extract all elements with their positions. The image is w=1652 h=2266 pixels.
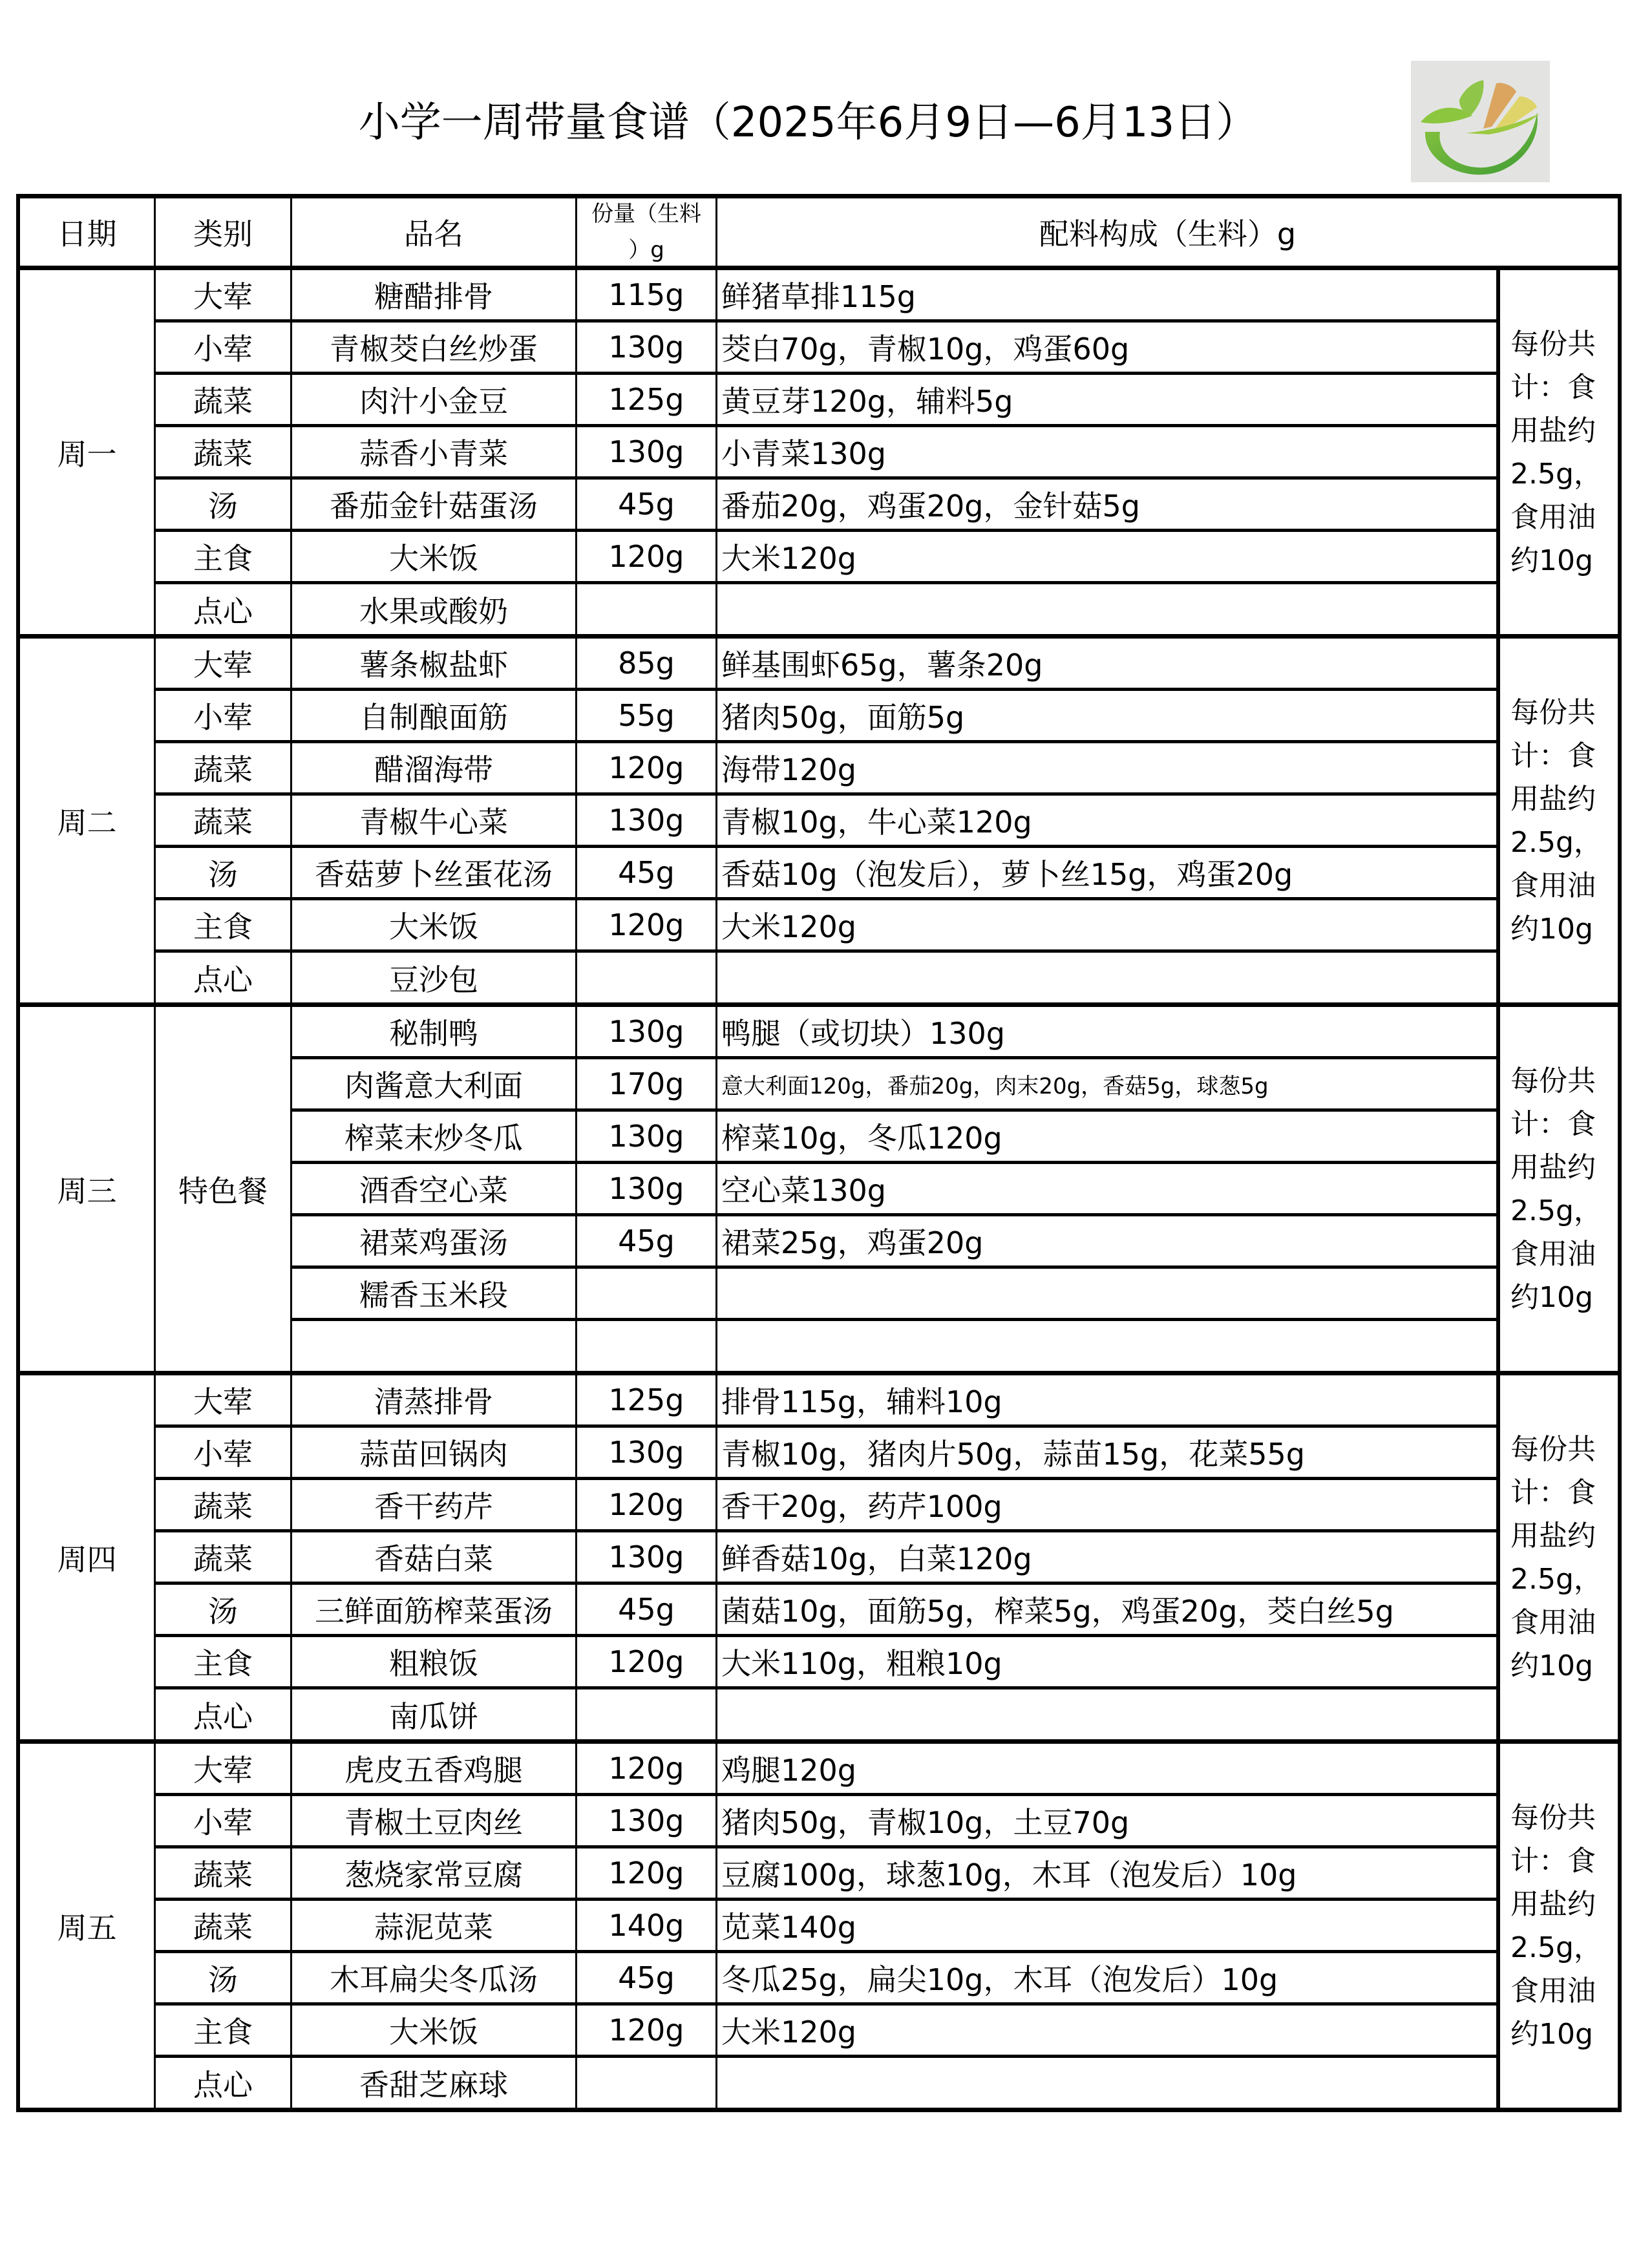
quantity-cell: 120g bbox=[577, 2006, 717, 2055]
dish-name-cell bbox=[292, 1321, 577, 1371]
quantity-cell bbox=[577, 584, 717, 634]
category-cell: 蔬菜 bbox=[156, 1901, 292, 1950]
category-cell: 小荤 bbox=[156, 1428, 292, 1477]
dish-name-cell: 糖醋排骨 bbox=[292, 270, 577, 319]
dish-name-cell: 水果或酸奶 bbox=[292, 584, 577, 634]
table-row bbox=[156, 1164, 1500, 1216]
dish-name-cell: 木耳扁尖冬瓜汤 bbox=[292, 1953, 577, 2002]
ingredients-cell: 大米120g bbox=[721, 541, 856, 576]
day-rows bbox=[156, 1375, 1500, 1739]
ingredients-cell: 苋菜140g bbox=[721, 1910, 856, 1945]
header-quantity bbox=[577, 198, 717, 266]
category-cell: 点心 bbox=[156, 953, 292, 1002]
dish-name-cell: 肉酱意大利面 bbox=[292, 1059, 577, 1108]
category-cell: 小荤 bbox=[156, 1796, 292, 1845]
dish-name-cell: 醋溜海带 bbox=[292, 743, 577, 792]
dish-name-cell: 蒜泥苋菜 bbox=[292, 1901, 577, 1950]
ingredients-cell: 菌菇10g，面筋5g，榨菜5g，鸡蛋20g，茭白丝5g bbox=[721, 1594, 1394, 1629]
category-cell: 大荤 bbox=[156, 270, 292, 319]
quantity-cell: 45g bbox=[577, 1216, 717, 1265]
ingredients-cell: 青椒10g，牛心菜120g bbox=[721, 805, 1032, 840]
dish-name-cell: 青椒土豆肉丝 bbox=[292, 1796, 577, 1845]
day-block bbox=[16, 1744, 1622, 2112]
dish-name-cell: 粗粮饭 bbox=[292, 1637, 577, 1686]
dish-name-cell: 秘制鸭 bbox=[292, 1007, 577, 1056]
table-row bbox=[156, 1901, 1500, 1953]
category-cell: 主食 bbox=[156, 532, 292, 581]
quantity-cell: 45g bbox=[577, 1953, 717, 2002]
ingredients-cell bbox=[717, 1689, 1496, 1739]
daily-totals-remark bbox=[1496, 1744, 1618, 2108]
table-row bbox=[156, 1428, 1500, 1480]
category-cell: 汤 bbox=[156, 1953, 292, 2002]
remark-text: 每份共计：食用盐约2.5g，食用油约10g bbox=[1510, 695, 1602, 946]
dish-name-cell: 虎皮五香鸡腿 bbox=[292, 1744, 577, 1793]
table-row bbox=[156, 270, 1500, 323]
header-dish: 品名 bbox=[292, 198, 577, 266]
dish-name-cell: 清蒸排骨 bbox=[292, 1375, 577, 1424]
day-block bbox=[16, 639, 1622, 1007]
dish-name-cell: 蒜苗回锅肉 bbox=[292, 1428, 577, 1477]
category-merged-cell: 特色餐 bbox=[156, 1007, 292, 1371]
table-row bbox=[156, 1689, 1500, 1739]
category-cell: 主食 bbox=[156, 1637, 292, 1686]
day-block bbox=[16, 270, 1622, 639]
category-cell: 点心 bbox=[156, 584, 292, 634]
category-cell: 蔬菜 bbox=[156, 1532, 292, 1582]
dish-name-cell: 香甜芝麻球 bbox=[292, 2058, 577, 2108]
ingredients-cell: 榨菜10g，冬瓜120g bbox=[721, 1121, 1002, 1156]
header-quantity-line1: 份量（生料 bbox=[591, 201, 701, 227]
quantity-cell: 120g bbox=[577, 1744, 717, 1793]
remark-text: 每份共计：食用盐约2.5g，食用油约10g bbox=[1510, 1432, 1602, 1682]
quantity-cell: 120g bbox=[577, 1637, 717, 1686]
table-row bbox=[156, 375, 1500, 427]
quantity-cell: 45g bbox=[577, 480, 717, 529]
quantity-cell: 120g bbox=[577, 1480, 717, 1529]
table-row bbox=[156, 1321, 1500, 1371]
quantity-cell: 45g bbox=[577, 1585, 717, 1634]
table-row bbox=[156, 953, 1500, 1002]
category-cell: 汤 bbox=[156, 848, 292, 897]
ingredients-cell: 香干20g，药芹100g bbox=[721, 1489, 1002, 1524]
category-cell: 汤 bbox=[156, 480, 292, 529]
category-cell: 小荤 bbox=[156, 691, 292, 740]
ingredients-cell: 鲜基围虾65g，薯条20g bbox=[721, 648, 1043, 683]
table-row bbox=[156, 639, 1500, 691]
table-row bbox=[156, 480, 1500, 532]
page-title: 小学一周带量食谱（2025年6月9日—6月13日） bbox=[358, 99, 1258, 147]
table-row bbox=[156, 691, 1500, 743]
quantity-cell: 55g bbox=[577, 691, 717, 740]
dish-name-cell: 肉汁小金豆 bbox=[292, 375, 577, 424]
quantity-cell bbox=[577, 1321, 717, 1371]
day-rows bbox=[156, 1744, 1500, 2108]
ingredients-cell bbox=[717, 953, 1496, 1002]
day-label: 周二 bbox=[20, 639, 156, 1002]
quantity-cell bbox=[577, 1269, 717, 1318]
ingredients-cell: 香菇10g（泡发后），萝卜丝15g，鸡蛋20g bbox=[721, 857, 1293, 892]
category-cell: 主食 bbox=[156, 900, 292, 949]
table-row bbox=[156, 2058, 1500, 2108]
quantity-cell: 170g bbox=[577, 1059, 717, 1108]
leaf-bowl-logo-icon bbox=[1411, 61, 1550, 182]
table-row bbox=[156, 1532, 1500, 1585]
day-rows bbox=[156, 1007, 1500, 1371]
ingredients-cell: 鸭腿（或切块）130g bbox=[721, 1016, 1005, 1051]
dish-name-cell: 蒜香小青菜 bbox=[292, 427, 577, 476]
table-row bbox=[156, 532, 1500, 584]
table-row bbox=[156, 323, 1500, 375]
ingredients-cell bbox=[717, 584, 1496, 634]
table-row bbox=[156, 584, 1500, 634]
quantity-cell: 130g bbox=[577, 323, 717, 372]
table-row bbox=[156, 2006, 1500, 2058]
category-cell: 汤 bbox=[156, 1585, 292, 1634]
ingredients-cell: 小青菜130g bbox=[721, 436, 886, 471]
remark-text: 每份共计：食用盐约2.5g，食用油约10g bbox=[1510, 1801, 1602, 2051]
quantity-cell: 130g bbox=[577, 1428, 717, 1477]
dish-name-cell: 酒香空心菜 bbox=[292, 1164, 577, 1213]
ingredients-cell: 鲜猪草排115g bbox=[721, 279, 916, 314]
dish-name-cell: 薯条椒盐虾 bbox=[292, 639, 577, 688]
dish-name-cell: 香干药芹 bbox=[292, 1480, 577, 1529]
table-row bbox=[156, 1112, 1500, 1164]
dish-name-cell: 大米饭 bbox=[292, 532, 577, 581]
category-cell: 小荤 bbox=[156, 323, 292, 372]
day-rows bbox=[156, 639, 1500, 1002]
remark-text: 每份共计：食用盐约2.5g，食用油约10g bbox=[1510, 327, 1602, 577]
quantity-cell: 130g bbox=[577, 1112, 717, 1161]
ingredients-cell: 空心菜130g bbox=[721, 1173, 886, 1208]
table-row bbox=[156, 848, 1500, 900]
quantity-cell: 130g bbox=[577, 1532, 717, 1582]
day-block bbox=[16, 1007, 1622, 1375]
ingredients-cell: 猪肉50g，面筋5g bbox=[721, 700, 965, 735]
quantity-cell: 125g bbox=[577, 375, 717, 424]
category-cell: 大荤 bbox=[156, 1744, 292, 1793]
header-ingredients: 配料构成（生料）g bbox=[1039, 217, 1297, 251]
table-row bbox=[156, 1585, 1500, 1637]
dish-name-cell: 香菇萝卜丝蛋花汤 bbox=[292, 848, 577, 897]
quantity-cell: 115g bbox=[577, 270, 717, 319]
day-rows bbox=[156, 270, 1500, 634]
table-row bbox=[156, 1953, 1500, 2006]
day-label: 周一 bbox=[20, 270, 156, 634]
ingredients-cell: 冬瓜25g，扁尖10g，木耳（泡发后）10g bbox=[721, 1962, 1278, 1997]
header-quantity-line2: ）g bbox=[628, 237, 664, 263]
quantity-cell: 125g bbox=[577, 1375, 717, 1424]
header-date: 日期 bbox=[20, 198, 156, 266]
quantity-cell: 45g bbox=[577, 848, 717, 897]
category-cell: 蔬菜 bbox=[156, 427, 292, 476]
table-row bbox=[156, 1637, 1500, 1689]
ingredients-cell: 猪肉50g，青椒10g，土豆70g bbox=[721, 1805, 1130, 1840]
quantity-cell: 120g bbox=[577, 743, 717, 792]
dish-name-cell: 豆沙包 bbox=[292, 953, 577, 1002]
day-label: 周四 bbox=[20, 1375, 156, 1739]
table-row bbox=[156, 796, 1500, 848]
remark-text: 每份共计：食用盐约2.5g，食用油约10g bbox=[1510, 1064, 1602, 1314]
category-cell: 主食 bbox=[156, 2006, 292, 2055]
table-row bbox=[156, 1216, 1500, 1269]
category-cell: 蔬菜 bbox=[156, 796, 292, 845]
quantity-cell: 130g bbox=[577, 1796, 717, 1845]
quantity-cell: 120g bbox=[577, 532, 717, 581]
category-cell: 蔬菜 bbox=[156, 1480, 292, 1529]
category-cell: 点心 bbox=[156, 1689, 292, 1739]
ingredients-cell: 大米120g bbox=[721, 2015, 856, 2049]
quantity-cell: 120g bbox=[577, 900, 717, 949]
quantity-cell: 130g bbox=[577, 1007, 717, 1056]
quantity-cell bbox=[577, 2058, 717, 2108]
ingredients-cell: 黄豆芽120g，辅料5g bbox=[721, 384, 1013, 419]
quantity-cell: 140g bbox=[577, 1901, 717, 1950]
table-row bbox=[156, 1796, 1500, 1848]
dish-name-cell: 大米饭 bbox=[292, 2006, 577, 2055]
quantity-cell: 120g bbox=[577, 1848, 717, 1898]
daily-totals-remark bbox=[1496, 1375, 1618, 1739]
ingredients-cell: 裙菜25g，鸡蛋20g bbox=[721, 1225, 984, 1260]
table-header bbox=[16, 194, 1622, 270]
quantity-cell: 130g bbox=[577, 796, 717, 845]
dish-name-cell: 南瓜饼 bbox=[292, 1689, 577, 1739]
table-row bbox=[156, 1848, 1500, 1901]
dish-name-cell: 三鲜面筋榨菜蛋汤 bbox=[292, 1585, 577, 1634]
dish-name-cell: 自制酿面筋 bbox=[292, 691, 577, 740]
quantity-cell: 85g bbox=[577, 639, 717, 688]
dish-name-cell: 青椒牛心菜 bbox=[292, 796, 577, 845]
category-cell: 点心 bbox=[156, 2058, 292, 2108]
ingredients-cell bbox=[717, 2058, 1496, 2108]
ingredients-cell: 鸡腿120g bbox=[721, 1753, 856, 1788]
table-row bbox=[156, 1007, 1500, 1059]
table-row bbox=[156, 1059, 1500, 1112]
ingredients-cell: 大米120g bbox=[721, 909, 856, 944]
ingredients-cell bbox=[717, 1269, 1496, 1318]
daily-totals-remark bbox=[1496, 1007, 1618, 1371]
quantity-cell: 130g bbox=[577, 427, 717, 476]
dish-name-cell: 香菇白菜 bbox=[292, 1532, 577, 1582]
day-label: 周五 bbox=[20, 1744, 156, 2108]
dish-name-cell: 大米饭 bbox=[292, 900, 577, 949]
quantity-cell bbox=[577, 1689, 717, 1739]
dish-name-cell: 葱烧家常豆腐 bbox=[292, 1848, 577, 1898]
table-row bbox=[156, 427, 1500, 480]
daily-totals-remark bbox=[1496, 639, 1618, 1002]
ingredients-cell: 大米110g，粗粮10g bbox=[721, 1646, 1002, 1681]
day-block bbox=[16, 1375, 1622, 1744]
table-row bbox=[156, 1375, 1500, 1428]
ingredients-cell: 青椒10g，猪肉片50g，蒜苗15g，花菜55g bbox=[721, 1437, 1305, 1472]
dish-name-cell: 番茄金针菇蛋汤 bbox=[292, 480, 577, 529]
table-row bbox=[156, 743, 1500, 796]
ingredients-cell: 意大利面120g，番茄20g，肉末20g，香菇5g，球葱5g bbox=[721, 1073, 1269, 1099]
ingredients-cell: 番茄20g，鸡蛋20g，金针菇5g bbox=[721, 489, 1140, 524]
header-category: 类别 bbox=[156, 198, 292, 266]
dish-name-cell: 糯香玉米段 bbox=[292, 1269, 577, 1318]
ingredients-cell: 排骨115g，辅料10g bbox=[721, 1384, 1002, 1419]
dish-name-cell: 裙菜鸡蛋汤 bbox=[292, 1216, 577, 1265]
ingredients-cell bbox=[717, 1321, 1496, 1371]
ingredients-cell: 海带120g bbox=[721, 752, 856, 787]
table-row bbox=[156, 1744, 1500, 1796]
daily-totals-remark bbox=[1496, 270, 1618, 634]
table-row bbox=[156, 1480, 1500, 1532]
table-row bbox=[156, 1269, 1500, 1321]
category-cell: 大荤 bbox=[156, 639, 292, 688]
day-label: 周三 bbox=[20, 1007, 156, 1371]
ingredients-cell: 豆腐100g，球葱10g，木耳（泡发后）10g bbox=[721, 1858, 1297, 1892]
menu-table bbox=[16, 194, 1622, 2112]
dish-name-cell: 榨菜末炒冬瓜 bbox=[292, 1112, 577, 1161]
ingredients-cell: 茭白70g，青椒10g，鸡蛋60g bbox=[721, 332, 1130, 366]
category-cell: 蔬菜 bbox=[156, 743, 292, 792]
table-row bbox=[156, 900, 1500, 953]
dish-name-cell: 青椒茭白丝炒蛋 bbox=[292, 323, 577, 372]
quantity-cell bbox=[577, 953, 717, 1002]
quantity-cell: 130g bbox=[577, 1164, 717, 1213]
ingredients-cell: 鲜香菇10g，白菜120g bbox=[721, 1541, 1032, 1576]
category-cell: 大荤 bbox=[156, 1375, 292, 1424]
category-cell: 蔬菜 bbox=[156, 1848, 292, 1898]
category-cell: 蔬菜 bbox=[156, 375, 292, 424]
